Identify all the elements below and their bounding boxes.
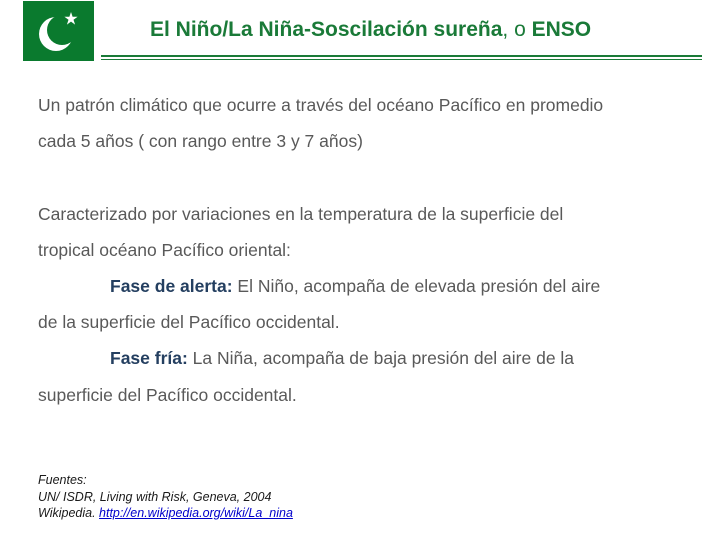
source-line <box>38 505 293 522</box>
title-separator: , o <box>502 18 532 41</box>
slide-body <box>38 87 708 413</box>
sources-block <box>38 472 293 522</box>
body-line: Un patrón climático que ocurre a través del océano Pacífico en promedio <box>38 95 604 115</box>
body-line: tropical océano Pacífico oriental: <box>38 239 291 260</box>
alert-phase-label: Fase de alerta: <box>110 276 233 296</box>
title-main: El Niño/La Niña-Soscilación sureña <box>150 18 503 41</box>
title-underline-thin <box>101 59 702 60</box>
pakistan-flag-icon <box>23 1 94 61</box>
body-line: cada 5 años ( con rango entre 3 y 7 años) <box>38 131 363 152</box>
page-title <box>150 18 591 42</box>
source-prefix: Wikipedia. <box>38 506 100 520</box>
body-line: Caracterizado por variaciones en la temperatura de la superficie del <box>38 203 564 224</box>
cold-phase-label: Fase fría: <box>110 348 188 369</box>
body-line: de la superficie del Pacífico occidental. <box>38 312 340 333</box>
body-line: superficie del Pacífico occidental. <box>38 384 297 405</box>
sources-heading: Fuentes: <box>38 473 87 487</box>
title-acronym: ENSO <box>531 18 592 41</box>
title-underline <box>101 55 702 57</box>
paragraph-gap <box>38 159 708 195</box>
source-line: UN/ ISDR, Living with Risk, Geneva, 2004 <box>38 489 272 504</box>
alert-phase-text: El Niño, acompaña de elevada presión del aire <box>232 276 601 296</box>
alert-phase-line <box>38 268 708 304</box>
cold-phase-text: La Niña, acompaña de baja presión del aire de la <box>187 348 575 369</box>
wikipedia-link[interactable]: http://en.wikipedia.org/wiki/La_nina <box>99 506 293 520</box>
cold-phase-line <box>38 340 708 376</box>
